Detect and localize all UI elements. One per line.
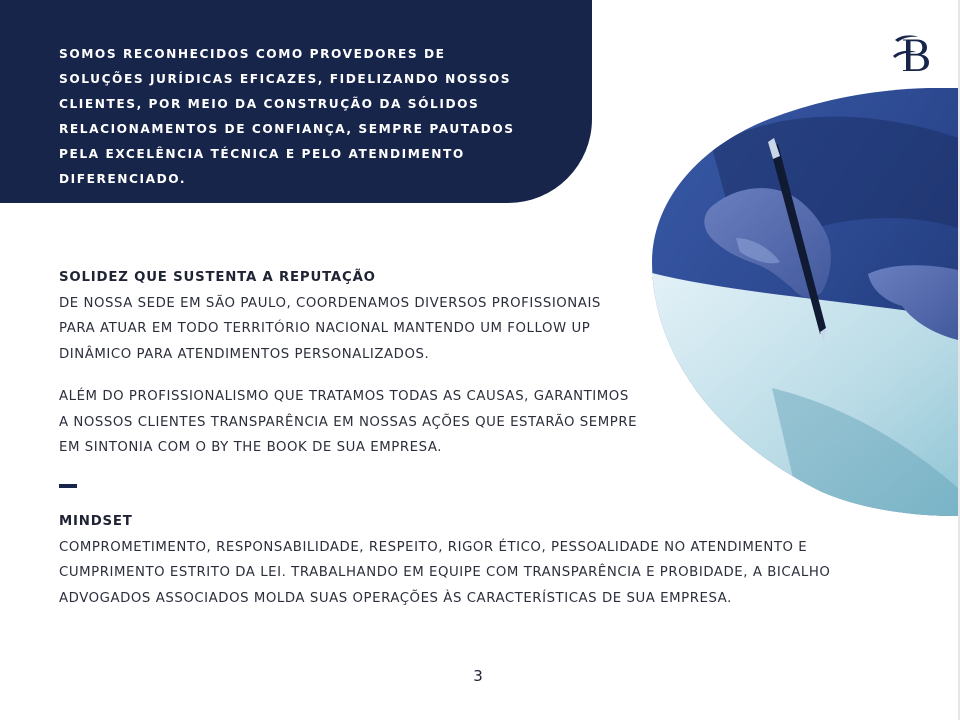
intro-text: SOMOS RECONHECIDOS COMO PROVEDORES DE SOLUÇÕES JURÍDICAS EFICAZES, FIDELIZANDO NOSSOS CLIENTES, POR MEIO DA CONSTRUÇÃO DA SÓLIDOS RELACIONAMENTOS DE CONFIANÇA, SEMPRE PAUTADOS PELA EXCELÊNCIA TÉCNICA E PELO ATENDIMENTO DIFERENCIADO. — [59, 47, 515, 186]
text-line: COMPROMETIMENTO, RESPONSABILIDADE, RESPEITO, RIGOR ÉTICO, PESSOALIDADE NO ATENDIMENTO E — [59, 539, 808, 555]
section-solidez — [59, 265, 659, 367]
hand-writing-photo — [652, 88, 958, 516]
text-line: CUMPRIMENTO ESTRITO DA LEI. TRABALHANDO EM EQUIPE COM TRANSPARÊNCIA E PROBIDADE, A BICALHO — [59, 565, 831, 580]
page-number: 3 — [473, 667, 483, 685]
section-heading: SOLIDEZ QUE SUSTENTA A REPUTAÇÃO — [59, 270, 376, 285]
text-line: A NOSSOS CLIENTES TRANSPARÊNCIA EM NOSSAS AÇÕES QUE ESTARÃO SEMPRE — [59, 414, 638, 430]
header-block — [0, 0, 592, 203]
monogram-b-logo-icon — [890, 30, 934, 76]
text-line: PARA ATUAR EM TODO TERRITÓRIO NACIONAL MANTENDO UM FOLLOW UP — [59, 321, 591, 336]
section-divider — [59, 484, 77, 488]
text-line: ALÉM DO PROFISSIONALISMO QUE TRATAMOS TODAS AS CAUSAS, GARANTIMOS — [59, 389, 629, 404]
text-line: ADVOGADOS ASSOCIADOS MOLDA SUAS OPERAÇÕES ÀS CARACTERÍSTICAS DE SUA EMPRESA. — [59, 590, 732, 606]
text-line: EM SINTONIA COM O BY THE BOOK DE SUA EMPRESA. — [59, 440, 443, 455]
section-profissionalismo — [59, 384, 669, 461]
section-mindset — [59, 509, 879, 611]
section-heading: MINDSET — [59, 514, 133, 529]
text-line: DINÂMICO PARA ATENDIMENTOS PERSONALIZADOS. — [59, 346, 430, 362]
text-line: DE NOSSA SEDE EM SÃO PAULO, COORDENAMOS DIVERSOS PROFISSIONAIS — [59, 295, 601, 311]
